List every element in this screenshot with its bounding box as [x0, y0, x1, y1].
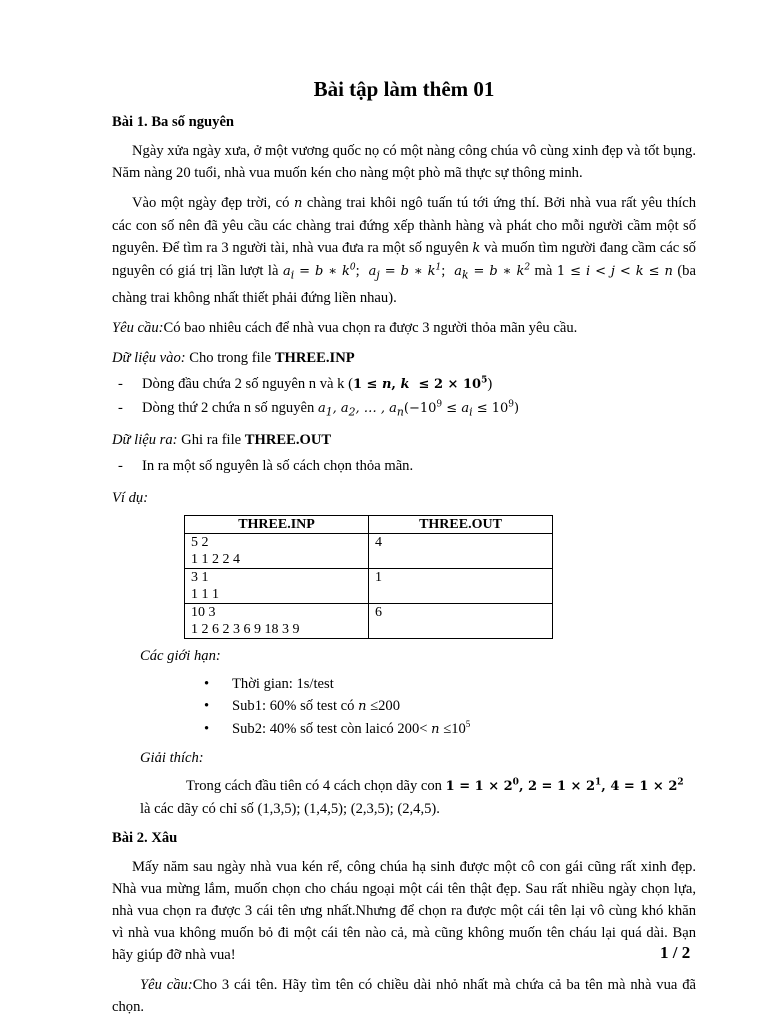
document-title: Bài tập làm thêm 01 — [313, 77, 495, 101]
table-row: 5 2 1 1 2 2 4 4 — [185, 534, 553, 569]
page-content — [112, 72, 696, 1026]
bai2-requirement: Yêu cầu:Cho 3 cái tên. Hãy tìm tên có chiều dài nhỏ nhất mà chứa cả ba tên mà nhà vua đã chọn. — [112, 977, 696, 1016]
example-label: Ví dụ: — [112, 490, 149, 507]
bai1-output-list — [112, 455, 696, 477]
input-line-2: - Dòng thứ 2 chứa n số nguyên $a_1$, $a_2$, … , $a_n(-10^9 \le a_i \le 10^9)$ — [118, 397, 696, 424]
bai1-requirement: Yêu cầu:Có bao nhiêu cách để nhà vua chọn ra được 3 người thỏa mãn yêu cầu. — [112, 319, 578, 336]
bai1-input-list — [112, 373, 696, 424]
output-line-1: - In ra một số nguyên là số cách chọn thỏa mãn. — [118, 455, 696, 477]
table-row: 3 1 1 1 1 1 — [185, 569, 553, 604]
limits-label: Các giới hạn: — [140, 648, 221, 665]
explain-label: Giải thích: — [140, 750, 204, 767]
limit-sub1: • Sub1: 60% số test có n ≤200 — [204, 695, 696, 718]
table-row: 10 3 1 2 6 2 3 6 9 18 3 9 6 — [185, 604, 553, 639]
table-header-out: THREE.OUT — [369, 516, 553, 534]
bai2-heading: Bài 2. Xâu — [112, 830, 178, 847]
bai1-heading: Bài 1. Ba số nguyên — [112, 114, 235, 130]
bai1-paragraph-1: Ngày xửa ngày xưa, ở một vương quốc nọ có một nàng công chúa vô cùng xinh đẹp và tốt bụng. Năm nàng 20 tuổi, nhà vua muốn kén cho nàng một phò mã thực sự thông minh. — [112, 143, 696, 181]
bai2-paragraph-1: Mấy năm sau ngày nhà vua kén rể, công chúa hạ sinh được một cô con gái cũng rất xinh đẹp. Nhà vua mừng lắm, muốn chọn cho cháu ngoại một cái tên thật đẹp. Sau rất nhiều ngày chọn lựa, nhà vua chọn ra được 3 cái tên ưng nhất.Nhưng để chọn ra được một cái tên lại vô cùng khó khăn vì nhà vua không muốn bỏ đi một cái tên nào cả, mà cũng không muốn tên cháu lại quá dài. Bạn hãy giúp đỡ nhà vua! — [112, 859, 696, 964]
table-header-inp: THREE.INP — [185, 516, 369, 534]
bai1-output-spec: Dữ liệu ra: Ghi ra file THREE.OUT — [112, 432, 332, 449]
bai1-paragraph-2: Vào một ngày đẹp trời, có n chàng trai khôi ngô tuấn tú tới ứng thí. Bởi nhà vua rất yêu thích các con số nên đã yêu cầu các chàng trai đứng xếp thành hàng và phát cho mỗi người cầm một số nguyên. Để tìm ra 3 người tài, nhà vua đưa ra một số nguyên k và muốn tìm người đang cầm các số nguyên có giá trị lần lượt là $a_i = b$ ∗ $k^0$; $a_j = b$ ∗ $k^1$; $a_k = b$ ∗ $k^2$ mà 1 ≤ i < j < k ≤ n (ba chàng trai không nhất thiết phải đứng liền nhau). — [112, 195, 696, 306]
input-line-1: - Dòng đầu chứa 2 số nguyên n và k (1 ≤ n, $k \le 2 \times 10^5$) — [118, 373, 696, 396]
limit-time: • Thời gian: 1s/test — [204, 673, 696, 695]
explain-text: Trong cách đầu tiên có 4 cách chọn dãy con $1 = 1 \times 2^0$, $2 = 1 \times 2^1$, $4 = 1 \times 2^2$ là các dãy có chỉ số (1,3,5); (1,4,5); (2,3,5); (2,4,5). — [140, 777, 684, 818]
bai1-input-spec: Dữ liệu vào: Cho trong file THREE.INP — [112, 349, 355, 366]
limit-sub2: • Sub2: 40% số test còn laicó $200< n \le 10^5$ — [204, 718, 696, 741]
page-number: 1 / 2 — [660, 943, 691, 962]
example-table — [184, 515, 553, 639]
limits-list — [112, 673, 696, 741]
